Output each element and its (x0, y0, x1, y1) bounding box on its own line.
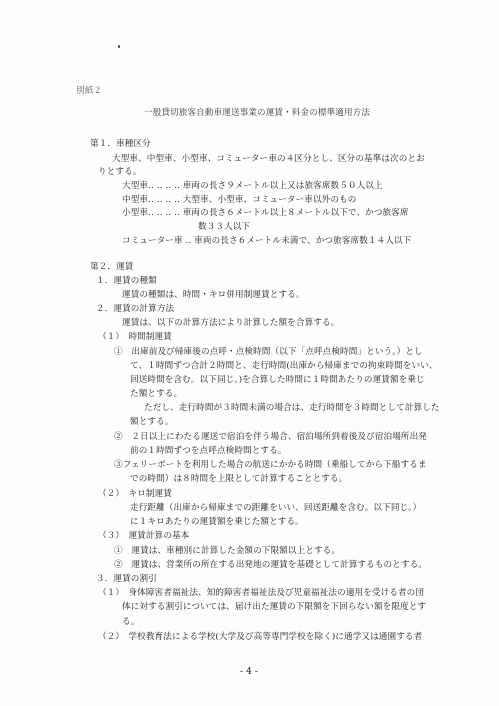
vehicle-class-small-cont: 数３３人以下 (198, 222, 251, 232)
item-text: る。 (122, 617, 140, 627)
item-text: た額とする。 (130, 389, 183, 399)
attachment-label: 別紙２ (76, 86, 103, 96)
item-text: ② ２日以上にわたる運送で宿泊を伴う場合、宿泊場所到着後及び宿泊場所出発 (114, 432, 427, 442)
document-title: 一般貸切旅客自動車運送事業の運賃・料金の標準適用方法 (144, 108, 371, 118)
subheading-fare-type: １．運賃の種類 (96, 276, 157, 286)
item-text: 体に対する割引については、届け出た運賃の下限額を下回らない額を限度とす (122, 602, 427, 612)
vehicle-class-large: 大型車‥ ‥ ‥ ‥ 車両の長さ９メートル以上又は旅客席数５０人以上 (122, 181, 383, 191)
item-text: ① 運賃は、車種別に計算した金額の下限額以上とする。 (114, 546, 341, 556)
subheading-discount: ３．運賃の割引 (96, 574, 157, 584)
subheading-fare-basis: （３） 運賃計算の基本 (98, 531, 190, 541)
item-text: （２） 学校教育法による学校(大学及び高等専門学校を除く)に通学又は通園する者 (98, 632, 423, 642)
vehicle-class-small: 小型車‥ ‥ ‥ ‥ 車両の長さ６メートル以上８メートル以下で、かつ旅客席 (122, 208, 409, 218)
item-text: 前の１時間ずつを点呼点検時間とする。 (130, 446, 287, 456)
section-heading-vehicle-class: 第１．車種区分 (90, 139, 151, 149)
item-text: ① 出庫前及び帰庫後の点呼・点検時間（以下「点呼点検時間」という。）とし (114, 347, 423, 357)
item-text: での時間）は８時間を上限として計算することとする。 (130, 474, 348, 484)
item-text: て、１時間ずつ合計２時間と、走行時間(出庫から帰庫までの拘束時間をいい、 (130, 361, 438, 371)
paragraph-text: 運賃は、以下の計算方法により計算した額を合算する。 (122, 318, 340, 328)
item-text: 額とする。 (130, 417, 174, 427)
item-text: 回送時間を含む。以下同じ。)を合算した時間に１時間あたりの運賃額を乗じ (130, 375, 425, 385)
vehicle-class-commuter: コミューター車 ‥ 車両の長さ６メートル未満で、かつ旅客席数１４人以下 (122, 236, 412, 246)
item-text: ② 運賃は、営業所の所在する出発地の運賃を基礎として計算するものとする。 (114, 560, 427, 570)
subheading-km-system: （２） キロ制運賃 (98, 489, 172, 499)
item-text: に１キロあたりの運賃額を乗じた額とする。 (130, 517, 304, 527)
scan-speck (118, 45, 120, 48)
section-heading-fare: 第２．運賃 (90, 262, 134, 272)
page-number: - 4 - (240, 667, 259, 677)
subheading-calc-method: ２．運賃の計算方法 (96, 304, 175, 314)
item-text: 走行距離（出庫から帰庫までの距離をいい、回送距離を含む。以下同じ。） (130, 503, 422, 513)
vehicle-class-medium: 中型車‥ ‥ ‥ ‥ 大型車、小型車、コミューター車以外のもの (122, 195, 357, 205)
item-text: ③フェリーボートを利用した場合の航送にかかる時間（乗船してから下船するま (114, 460, 427, 470)
paragraph-text: 大型車、中型車、小型車、コミューター車の４区分とし、区分の基準は次のとお (112, 154, 425, 164)
subheading-time-system: （１） 時間制運賃 (98, 332, 172, 342)
item-text: ただし、走行時間が３時間未満の場合は、走行時間を３時間として計算した (144, 403, 440, 413)
paragraph-text: りとする。 (98, 167, 142, 177)
paragraph-text: 運賃の種類は、時間・キロ併用制運賃とする。 (122, 290, 305, 300)
item-text: （１） 身体障害者福祉法、知的障害者福祉法及び児童福祉法の適用を受ける者の団 (98, 588, 425, 598)
